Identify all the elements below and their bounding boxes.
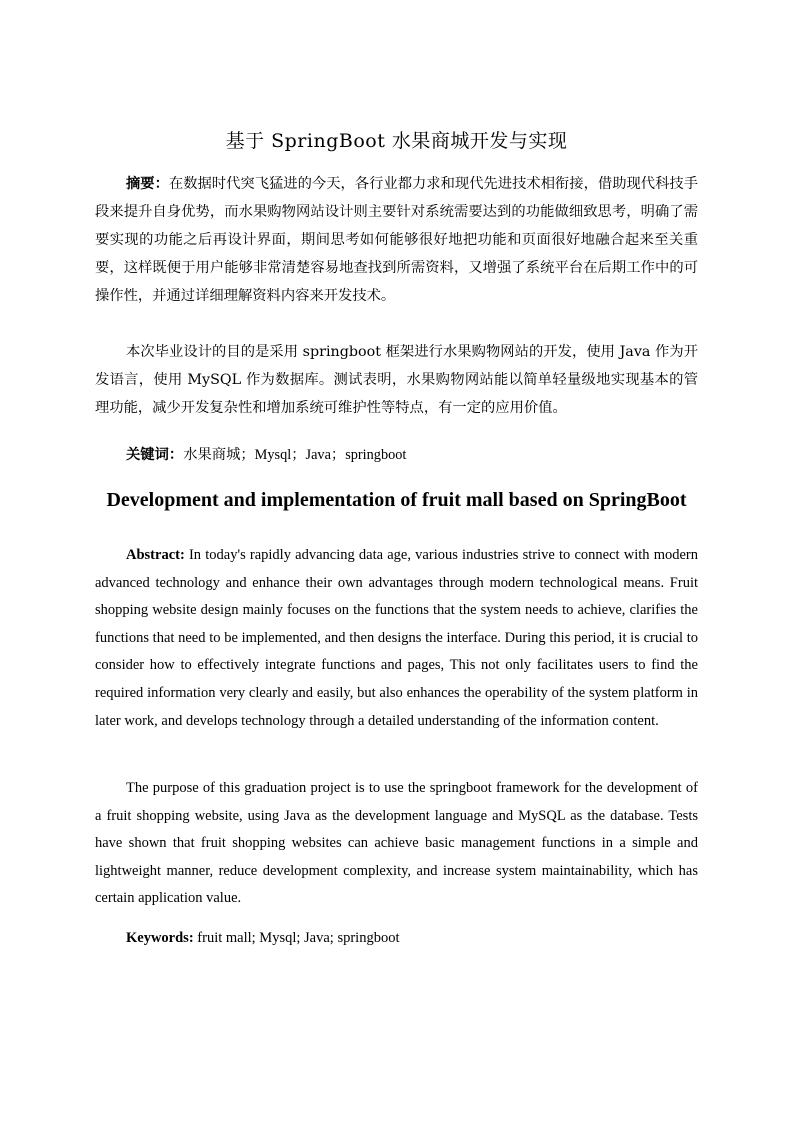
- chinese-paragraph-2: 本次毕业设计的目的是采用 springboot 框架进行水果购物网站的开发，使用 Java 作为开发语言，使用 MySQL 作为数据库。测试表明，水果购物网站能以简单轻量级地实现基本的管理功能，减少开发复杂性和增加系统可维护性等特点，有一定的应用价值。: [95, 344, 698, 416]
- english-paragraph-2: The purpose of this graduation project is to use the springboot framework for the development of a fruit shopping website, using Java as the development language and MySQL as the database. Tests have shown that fruit shopping websites can achieve basic management functions in a simple and lightweight manner, reduce development complexity, and increase system maintainability, which has certain application value.: [95, 780, 698, 907]
- english-title: Development and implementation of fruit mall based on SpringBoot: [106, 489, 687, 511]
- chinese-abstract-label: 摘要：: [126, 176, 169, 192]
- chinese-keywords-text: 水果商城；Mysql；Java；springboot: [183, 447, 407, 463]
- chinese-keywords-label: 关键词：: [126, 447, 184, 463]
- english-keywords-text: fruit mall; Mysql; Java; springboot: [193, 930, 400, 946]
- english-abstract-label: Abstract:: [126, 547, 185, 563]
- english-abstract-text: In today's rapidly advancing data age, various industries strive to connect with modern advanced technology and enhance their own advantages through modern technological means. Fruit shopping website design mainly focuses on the functions that the system needs to achieve, clarifies the functions that need to be implemented, and then designs the interface. During this period, it is crucial to consider how to effectively integrate functions and pages, This not only facilitates users to find the required information very clearly and easily, but also enhances the operability of the system platform in later work, and develops technology through a detailed understanding of the information content.: [95, 547, 698, 729]
- chinese-title: 基于 SpringBoot 水果商城开发与实现: [225, 130, 568, 152]
- english-abstract: [95, 542, 698, 735]
- english-keywords: [95, 925, 698, 953]
- chinese-abstract: [95, 170, 698, 310]
- english-keywords-label: Keywords:: [126, 930, 194, 946]
- chinese-keywords: [95, 441, 698, 469]
- chinese-abstract-text: 在数据时代突飞猛进的今天，各行业都力求和现代先进技术相衔接，借助现代科技手段来提升自身优势，而水果购物网站设计则主要针对系统需要达到的功能做细致思考，明确了需要实现的功能之后再设计界面，期间思考如何能够很好地把功能和页面很好地融合起来至关重要，这样既便于用户能够非常清楚容易地查找到所需资料，又增强了系统平台在后期工作中的可操作性，并通过详细理解资料内容来开发技术。: [95, 176, 699, 304]
